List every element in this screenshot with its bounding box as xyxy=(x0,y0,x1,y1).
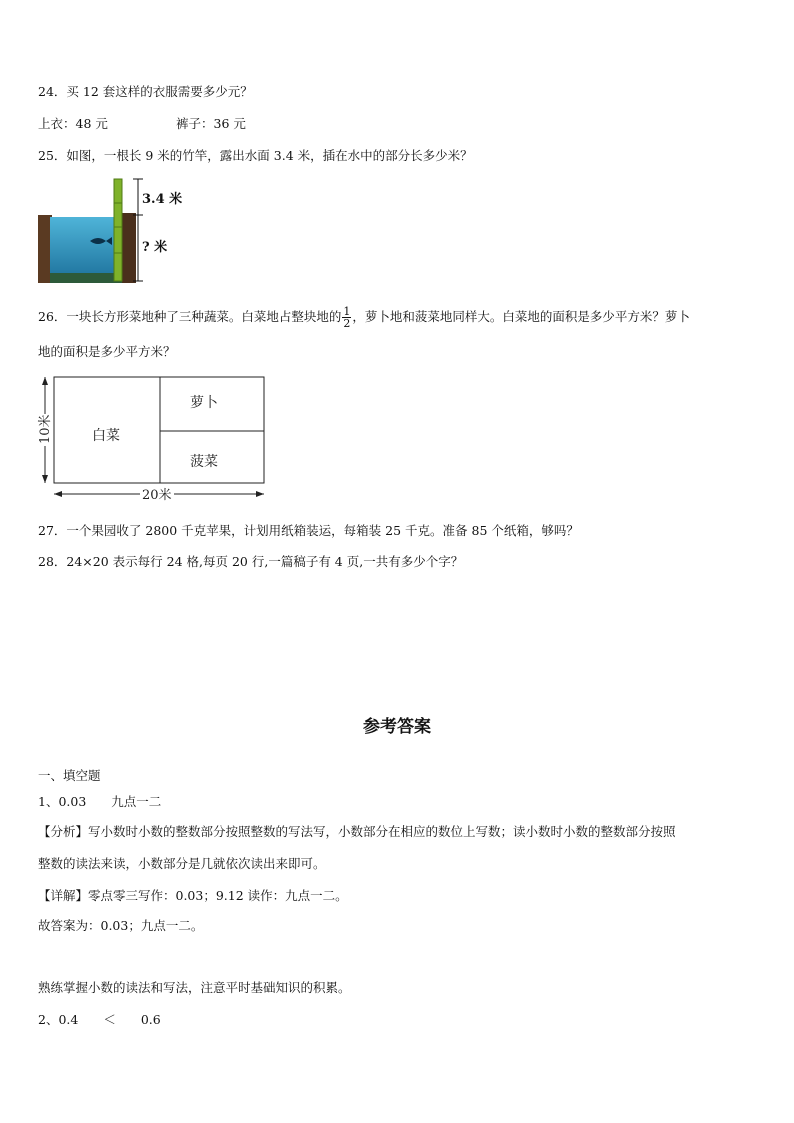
answers-title: 参考答案 xyxy=(363,717,431,737)
height-label: 10米 xyxy=(38,414,53,444)
tip-line: 熟练掌握小数的读法和写法，注意平时基础知识的积累。 xyxy=(38,980,351,995)
q24-text: 24．买 12 套这样的衣服需要多少元？ xyxy=(38,84,253,99)
radish-label: 萝卜 xyxy=(190,395,218,411)
conclusion-line: 故答案为：0.03；九点一二。 xyxy=(38,918,204,933)
answer-1: 1、0.03 九点一二 xyxy=(38,794,162,809)
q24-shirt-price: 上衣：48 元 xyxy=(38,116,108,131)
spinach-label: 菠菜 xyxy=(190,454,218,470)
q28-text: 28．24×20 表示每行 24 格,每页 20 行,一篇稿子有 4 页,一共有多少个字？ xyxy=(38,554,464,569)
rock-right xyxy=(122,213,136,283)
analysis-line2: 整数的读法来读，小数部分是几就依次读出来即可。 xyxy=(38,856,326,871)
q26-text-line1: 26．一块长方形菜地种了三种蔬菜。白菜地占整块地的 $\frac{1}{2}$ ，萝卜地和菠菜地同样大。白菜地的面积是多少平方米？萝卜 xyxy=(38,305,690,330)
section-fill-in: 一、填空题 xyxy=(38,768,101,783)
answer-2: 2、0.4 ＜ 0.6 xyxy=(38,1012,161,1027)
rock-left xyxy=(38,215,52,283)
width-label: 20米 xyxy=(142,488,172,503)
cabbage-label: 白菜 xyxy=(92,428,120,444)
q27-text: 27．一个果园收了 2800 千克苹果，计划用纸箱装运，每箱装 25 千克。准备 85 个纸箱，够吗？ xyxy=(38,523,579,538)
field-outline xyxy=(54,377,264,483)
label-under-water: ? 米 xyxy=(142,240,168,255)
fraction-one-half: $\frac{1}{2}$ xyxy=(343,305,351,330)
seabed xyxy=(50,273,122,283)
q26-field-diagram xyxy=(36,374,272,506)
q24-pants-price: 裤子：36 元 xyxy=(176,116,246,131)
detail-line: 【详解】零点零三写作：0.03；9.12 读作：九点一二。 xyxy=(38,888,348,903)
q25-bamboo-figure xyxy=(38,175,183,285)
q26-text-line2: 地的面积是多少平方米？ xyxy=(38,344,176,359)
analysis-line1: 【分析】写小数时小数的整数部分按照整数的写法写，小数部分在相应的数位上写数；读小数时小数的整数部分按照 xyxy=(38,824,676,839)
bamboo-pole xyxy=(114,179,122,281)
label-above-water: 3.4 米 xyxy=(142,192,183,207)
q25-text: 25．如图，一根长 9 米的竹竿，露出水面 3.4 米，插在水中的部分长多少米？ xyxy=(38,148,473,163)
